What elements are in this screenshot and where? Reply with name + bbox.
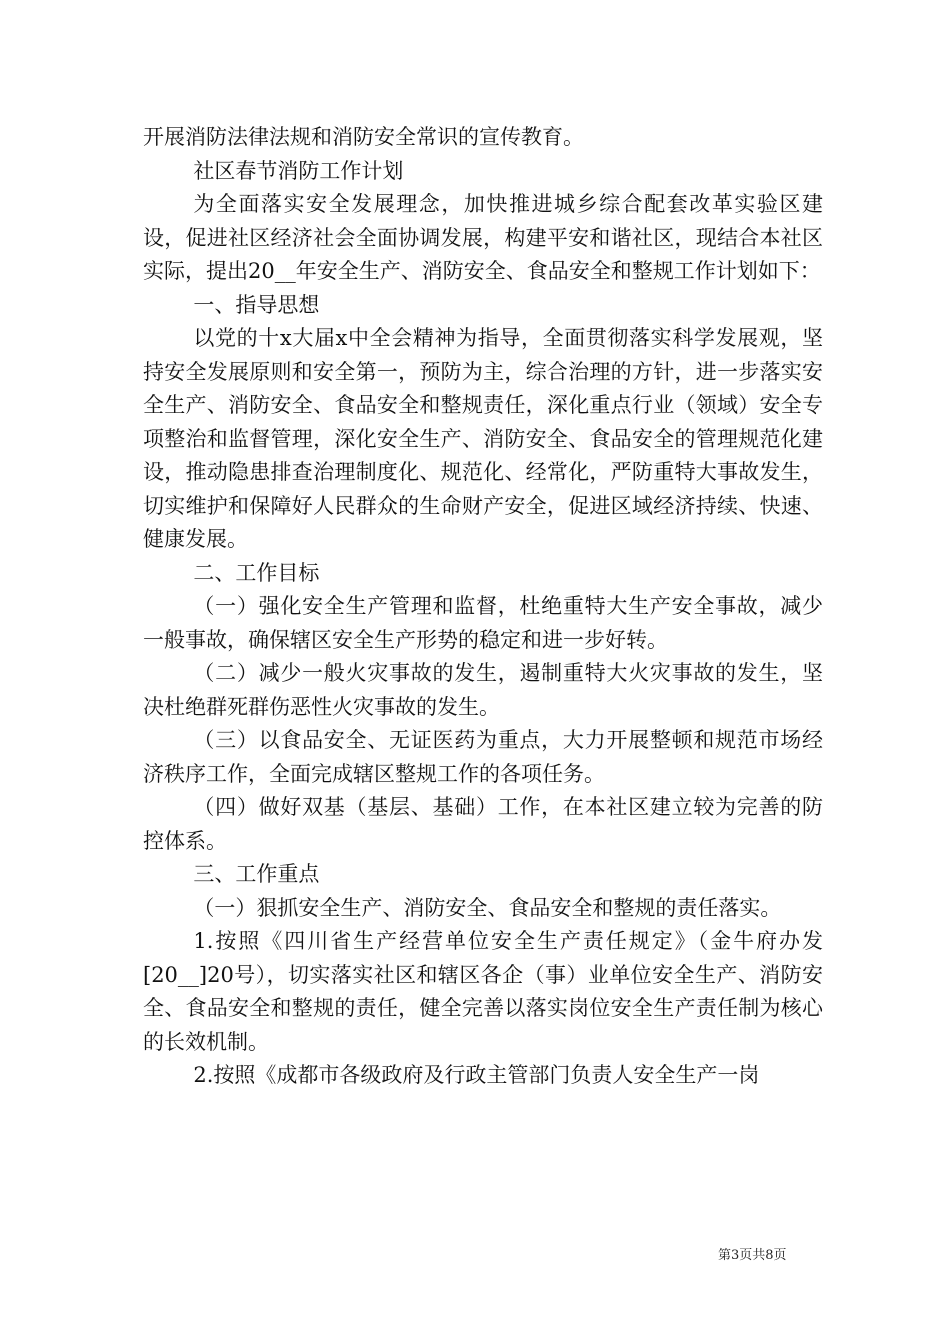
paragraph: （二）减少一般火灾事故的发生，遏制重特大火灾事故的发生，坚决杜绝群死群伤恶性火灾事故的发生。 bbox=[143, 661, 823, 719]
paragraph: （三）以食品安全、无证医药为重点，大力开展整顿和规范市场经济秩序工作，全面完成辖区整规工作的各项任务。 bbox=[143, 728, 823, 786]
heading-guiding-ideology: 一、指导思想 bbox=[193, 292, 320, 317]
paragraph: 1.按照《四川省生产经营单位安全生产责任规定》（金牛府办发[20__]20号），切实落实社区和辖区各企（事）业单位安全生产、消防安全、食品安全和整规的责任，健全完善以落实岗位安全生产责任制为核心的长效机制。 bbox=[143, 929, 823, 1054]
heading-work-goals: 二、工作目标 bbox=[193, 560, 320, 585]
section-title: 社区春节消防工作计划 bbox=[193, 158, 404, 183]
paragraph: 2.按照《成都市各级政府及行政主管部门负责人安全生产一岗 bbox=[193, 1063, 760, 1087]
paragraph: 以党的十x大届x中全会精神为指导，全面贯彻落实科学发展观，坚持安全发展原则和安全第一，预防为主，综合治理的方针，进一步落实安全生产、消防安全、食品安全和整规责任，深化重点行业（领域）安全专项整治和监督管理，深化安全生产、消防安全、食品安全的管理规范化建设，推动隐患排查治理制度化、规范化、经常化，严防重特大事故发生，切实维护和保障好人民群众的生命财产安全，促进区域经济持续、快速、健康发展。 bbox=[143, 326, 823, 551]
paragraph: （一）狠抓安全生产、消防安全、食品安全和整规的责任落实。 bbox=[193, 895, 782, 920]
body-text bbox=[143, 121, 823, 1093]
paragraph: （四）做好双基（基层、基础）工作，在本社区建立较为完善的防控体系。 bbox=[143, 795, 823, 853]
page-number: 第3页共8页 bbox=[718, 1248, 787, 1263]
paragraph: 为全面落实安全发展理念，加快推进城乡综合配套改革实验区建设，促进社区经济社会全面协调发展，构建平安和谐社区，现结合本社区实际，提出20__年安全生产、消防安全、食品安全和整规工作计划如下： bbox=[143, 192, 823, 283]
heading-work-focus: 三、工作重点 bbox=[193, 862, 320, 886]
paragraph: （一）强化安全生产管理和监督，杜绝重特大生产安全事故，减少一般事故，确保辖区安全生产形势的稳定和进一步好转。 bbox=[143, 594, 823, 652]
paragraph: 开展消防法律法规和消防安全常识的宣传教育。 bbox=[143, 125, 584, 149]
